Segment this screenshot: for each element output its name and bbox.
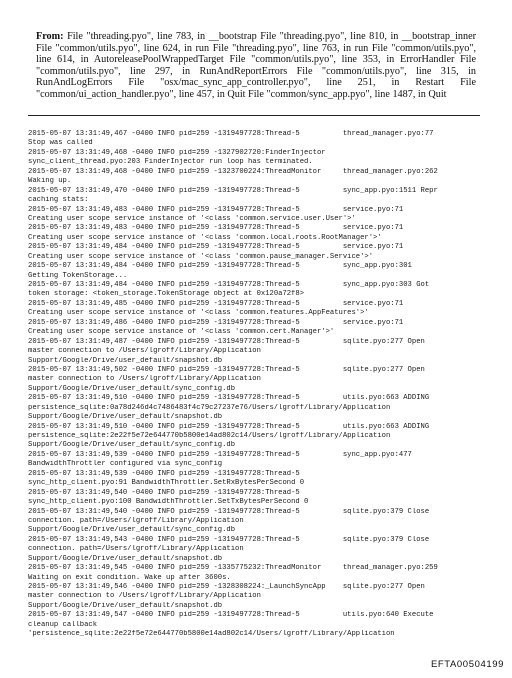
log-line: Getting TokenStorage... <box>28 271 128 280</box>
email-from-header <box>36 31 476 101</box>
log-line: 2015-05-07 13:31:49,468 -0400 INFO pid=259 -1327902720:FinderInjector <box>28 148 326 157</box>
log-line: master connection to /Users/lgroff/Library/Application <box>28 347 261 356</box>
log-line: Stop was called <box>28 139 93 148</box>
log-line: Waking up. <box>28 177 72 186</box>
log-line: 2015-05-07 13:31:49,484 -0400 INFO pid=259 -1319497728:Thread-5 service.pyo:71 <box>28 243 404 252</box>
log-line: 2015-05-07 13:31:49,467 -0400 INFO pid=259 -1319497728:Thread-5 thread_manager.pyo:77 <box>28 130 434 138</box>
log-line: persistence_sqlite:0a78d246d4c7486483f4c79c27237e76/Users/lgroff/Library/Application <box>28 403 391 412</box>
log-line: 2015-05-07 13:31:49,547 -0400 INFO pid=259 -1319497728:Thread-5 utils.pyo:640 Execute <box>28 611 434 620</box>
log-line: 2015-05-07 13:31:49,545 -0400 INFO pid=259 -1335775232:ThreadMonitor thread_manager.pyo:259 <box>28 564 438 573</box>
log-line: Creating user scope service instance of '<class 'common.service.user.User'>' <box>28 214 356 223</box>
log-line: Support/Google/Drive/user_default/sync_config.db <box>28 384 236 393</box>
log-line: 2015-05-07 13:31:49,484 -0400 INFO pid=259 -1319497728:Thread-5 sync_app.pyo:301 <box>28 262 412 271</box>
log-line: 2015-05-07 13:31:49,502 -0400 INFO pid=259 -1319497728:Thread-5 sqlite.pyo:277 Open <box>28 365 425 374</box>
log-line: caching stats: <box>28 196 89 205</box>
log-line: 2015-05-07 13:31:49,543 -0400 INFO pid=259 -1319497728:Thread-5 sqlite.pyo:379 Close <box>28 535 430 544</box>
log-line: connection. path=/Users/lgroff/Library/Application <box>28 516 244 525</box>
log-line: sync_client_thread.pyo:203 FinderInjector run loop has terminated. <box>28 158 313 167</box>
log-line: sync_http_client.pyo:91 BandwidthThrottler.SetRxBytesPerSecond 0 <box>28 479 305 488</box>
log-line: 2015-05-07 13:31:49,487 -0400 INFO pid=259 -1319497728:Thread-5 sqlite.pyo:277 Open <box>28 337 425 346</box>
log-line: Creating user scope service instance of '<class 'common.cert.Manager'>' <box>28 328 335 337</box>
log-line: 2015-05-07 13:31:49,484 -0400 INFO pid=259 -1319497728:Thread-5 sync_app.pyo:303 Got <box>28 281 430 289</box>
log-line: Creating user scope service instance of '<class 'common.features.AppFeatures'>' <box>28 309 369 318</box>
log-line: Support/Google/Drive/user_default/snapshot.db <box>28 601 223 610</box>
header-divider <box>28 115 480 116</box>
log-line: Support/Google/Drive/user_default/snapshot.db <box>28 356 223 365</box>
log-line: Waiting on exit condition. Wake up after 3600s. <box>28 573 231 582</box>
log-line: persistence_sqlite:2e22f5e72e644770b5800e14ad802c14/Users/lgroff/Library/Application <box>28 432 391 440</box>
from-traceback-text: File "threading.pyo", line 783, in __bootstrap File "threading.pyo", line 810, in __bootstrap_inner File "common/utils.pyo", line 624, in run File "threading.pyo", line 763, in run File "common/utils.pyo", line 614, in AutoreleasePoolWrappedTarget File "common/utils.pyo", line 353, in ErrorHandler File "common/utils.pyo", line 297, in RunAndReportErrors File "common/utils.pyo", line 315, in RunAndLogErrors File "osx/mac_sync_app_controller.pyo", line 251, in Restart File "common/ui_action_handler.pyo", line 457, in Quit File "common/sync_app.pyo", line 1487, in Quit <box>36 31 477 100</box>
document-id: EFTA00504199 <box>430 659 504 670</box>
log-line: connection. path=/Users/lgroff/Library/Application <box>28 545 244 554</box>
log-line: Creating user scope service instance of '<class 'common.pause_manager.Service'>' <box>28 252 374 261</box>
log-line: 2015-05-07 13:31:49,540 -0400 INFO pid=259 -1319497728:Thread-5 sqlite.pyo:379 Close <box>28 507 430 516</box>
log-line: Support/Google/Drive/user_default/snapshot.db <box>28 413 223 422</box>
log-line: 2015-05-07 13:31:49,546 -0400 INFO pid=259 -1328308224:_LaunchSyncApp sqlite.pyo:277 Open <box>28 583 425 591</box>
log-line: 2015-05-07 13:31:49,485 -0400 INFO pid=259 -1319497728:Thread-5 service.pyo:71 <box>28 299 404 308</box>
log-line: 2015-05-07 13:31:49,483 -0400 INFO pid=259 -1319497728:Thread-5 service.pyo:71 <box>28 224 404 233</box>
log-line: token storage: <token_storage.TokenStorage object at 0x120a72f8> <box>28 290 305 299</box>
log-line: 2015-05-07 13:31:49,486 -0400 INFO pid=259 -1319497728:Thread-5 service.pyo:71 <box>28 318 404 327</box>
log-line: 2015-05-07 13:31:49,510 -0400 INFO pid=259 -1319497728:Thread-5 utils.pyo:663 ADDING <box>28 422 430 431</box>
log-output <box>28 130 488 640</box>
log-line: 2015-05-07 13:31:49,510 -0400 INFO pid=259 -1319497728:Thread-5 utils.pyo:663 ADDING <box>28 394 430 403</box>
log-line: Creating user scope service instance of '<class 'common.local.roots.RootManager'>' <box>28 233 382 242</box>
log-line: master connection to /Users/lgroff/Library/Application <box>28 592 261 601</box>
log-line: master connection to /Users/lgroff/Library/Application <box>28 375 261 384</box>
log-line: 2015-05-07 13:31:49,468 -0400 INFO pid=259 -1323700224:ThreadMonitor thread_manager.pyo:262 <box>28 167 438 176</box>
from-label: From: <box>36 31 64 42</box>
log-line: cleanup callback <box>28 620 98 629</box>
log-line: 2015-05-07 13:31:49,540 -0400 INFO pid=259 -1319497728:Thread-5 <box>28 488 300 497</box>
log-line: sync_http_client.pyo:100 BandwidthThrottler.SetTxBytesPerSecond 0 <box>28 498 309 507</box>
log-line: 2015-05-07 13:31:49,483 -0400 INFO pid=259 -1319497728:Thread-5 service.pyo:71 <box>28 205 404 214</box>
log-line: 'persistence_sqlite:2e22f5e72e644770b5800e14ad802c14/Users/lgroff/Library/Application <box>28 630 395 639</box>
log-line: 2015-05-07 13:31:49,539 -0400 INFO pid=259 -1319497728:Thread-5 <box>28 469 300 478</box>
log-line: 2015-05-07 13:31:49,539 -0400 INFO pid=259 -1319497728:Thread-5 sync_app.pyo:477 <box>28 450 412 459</box>
log-line: BandwidthThrottler configured via sync_config <box>28 460 223 469</box>
log-line: Support/Google/Drive/user_default/sync_config.db <box>28 526 236 535</box>
log-line: 2015-05-07 13:31:49,470 -0400 INFO pid=259 -1319497728:Thread-5 sync_app.pyo:1511 Repr <box>28 186 438 195</box>
log-line: Support/Google/Drive/user_default/sync_config.db <box>28 441 236 450</box>
log-line: Support/Google/Drive/user_default/snapshot.db <box>28 554 223 563</box>
